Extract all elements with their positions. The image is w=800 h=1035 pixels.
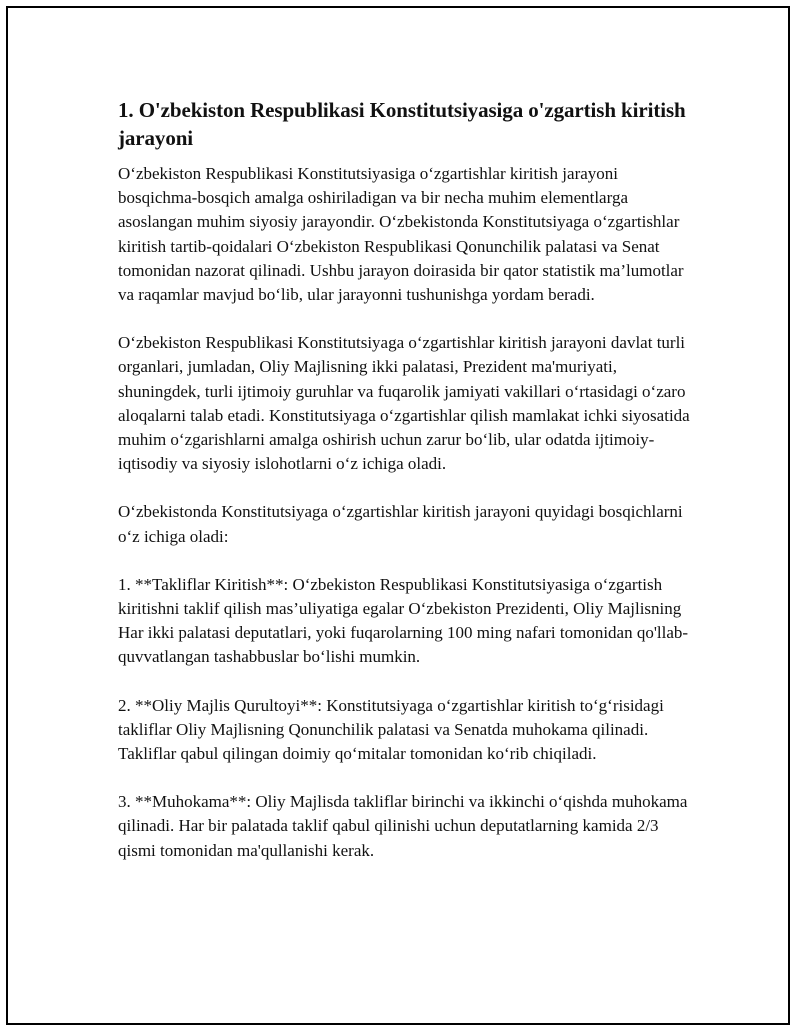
paragraph-stages-intro: O‘zbekistonda Konstitutsiyaga o‘zgartishlar kiritish jarayoni quyidagi bosqichlarni o‘z ichiga oladi: — [118, 502, 683, 546]
paragraph-intro: O‘zbekiston Respublikasi Konstitutsiyasiga o‘zgartishlar kiritish jarayoni bosqichma-bosqich amalga oshiriladigan va bir necha muhim elementlarga asoslangan muhim siyosiy jarayondir. O‘zbekistonda Konstitutsiyaga o‘zgartishlar kiritish tartib-qoidalari O‘zbekiston Respublikasi Qonunchilik palatasi va Senat tomonidan nazorat qilinadi. Ushbu jarayon doirasida bir qator statistik ma’lumotlar va raqamlar mavjud bo‘lib, ular jarayonni tushunishga yordam beradi. — [118, 164, 684, 305]
section-heading: 1. O'zbekiston Respublikasi Konstitutsiyasiga o'zgartish kiritish jarayoni — [118, 98, 686, 150]
paragraph-stage-2: 2. **Oliy Majlis Qurultoyi**: Konstitutsiyaga o‘zgartishlar kiritish to‘g‘risidagi takliflar Oliy Majlisning Qonunchilik palatasi va Senatda muhokama qilinadi. Takliflar qabul qilingan doimiy qo‘mitalar tomonidan ko‘rib chiqiladi. — [118, 695, 664, 764]
paragraph-stage-3: 3. **Muhokama**: Oliy Majlisda takliflar birinchi va ikkinchi o‘qishda muhokama qilinadi. Har bir palatada taklif qabul qilinishi uchun deputatlarning kamida 2/3 qismi tomonidan ma'qullanishi kerak. — [118, 792, 688, 860]
document-body — [118, 96, 698, 887]
paragraph-interaction: O‘zbekiston Respublikasi Konstitutsiyaga o‘zgartishlar kiritish jarayoni davlat turli organlari, jumladan, Oliy Majlisning ikki palatasi, Prezident ma'muriyati, shuningdek, turli ijtimoiy guruhlar va fuqarolik jamiyati vakillari o‘rtasidagi o‘zaro aloqalarni talab etadi. Konstitutsiyaga o‘zgartishlar qilish mamlakat ichki siyosatida muhim o‘zgarishlarni amalga oshirish uchun zarur bo‘lib, ular odatda ijtimoiy-iqtisodiy va siyosiy islohotlarni o‘z ichiga oladi. — [118, 333, 690, 474]
paragraph-stage-1: 1. **Takliflar Kiritish**: O‘zbekiston Respublikasi Konstitutsiyasiga o‘zgartish kiritishni taklif qilish mas’uliyatiga egalar O‘zbekiston Prezidenti, Oliy Majlisning Har ikki palatasi deputatlari, yoki fuqarolarning 100 ming nafari tomonidan qo'llab-quvvatlangan tashabbuslar bo‘lishi mumkin. — [118, 574, 689, 667]
